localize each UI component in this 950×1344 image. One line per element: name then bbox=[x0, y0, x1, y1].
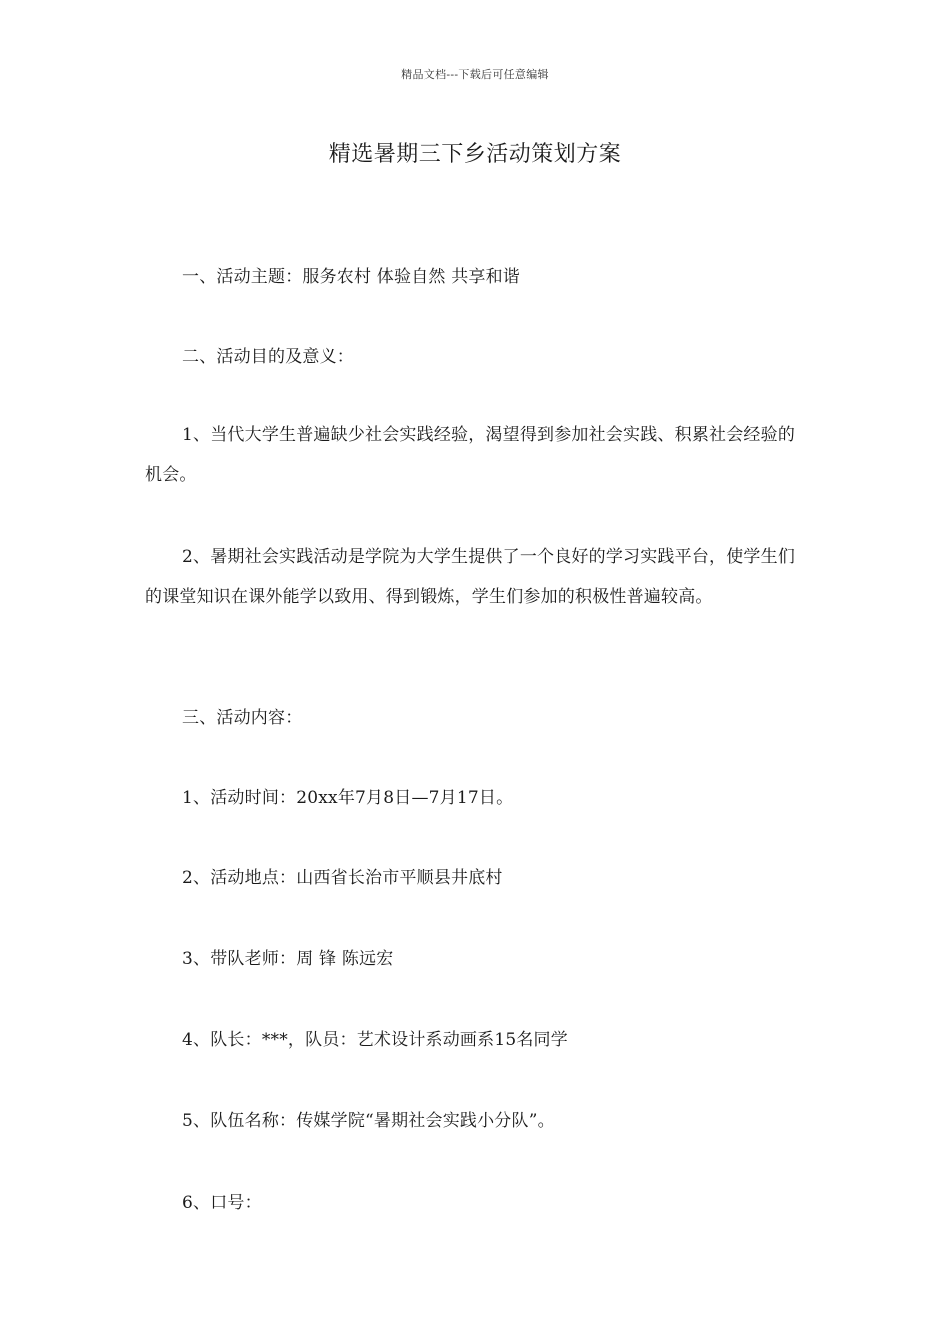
purpose-item-1: 1、当代大学生普遍缺少社会实践经验，渴望得到参加社会实践、积累社会经验的机会。 bbox=[145, 425, 796, 485]
document-title: 精选暑期三下乡活动策划方案 bbox=[328, 142, 622, 167]
purpose-item-2: 2、暑期社会实践活动是学院为大学生提供了一个良好的学习实践平台，使学生们的课堂知识在课外能学以致用、得到锻炼，学生们参加的积极性普遍较高。 bbox=[145, 547, 796, 607]
page-header: 精品文档---下载后可任意编辑 bbox=[401, 68, 549, 81]
content-item-location: 2、活动地点：山西省长治市平顺县井底村 bbox=[182, 868, 503, 888]
section-content-heading: 三、活动内容： bbox=[182, 708, 303, 728]
content-item-team-name: 5、队伍名称：传媒学院“暑期社会实践小分队”。 bbox=[182, 1111, 555, 1131]
content-item-time: 1、活动时间：20xx年7月8日—7月17日。 bbox=[182, 788, 514, 808]
content-item-teachers: 3、带队老师：周 锋 陈远宏 bbox=[182, 949, 394, 969]
section-theme: 一、活动主题：服务农村 体验自然 共享和谐 bbox=[182, 267, 521, 287]
section-purpose-heading: 二、活动目的及意义： bbox=[182, 347, 354, 367]
content-item-team: 4、队长：***，队员：艺术设计系动画系15名同学 bbox=[182, 1030, 568, 1050]
content-item-slogan: 6、口号： bbox=[182, 1193, 262, 1213]
